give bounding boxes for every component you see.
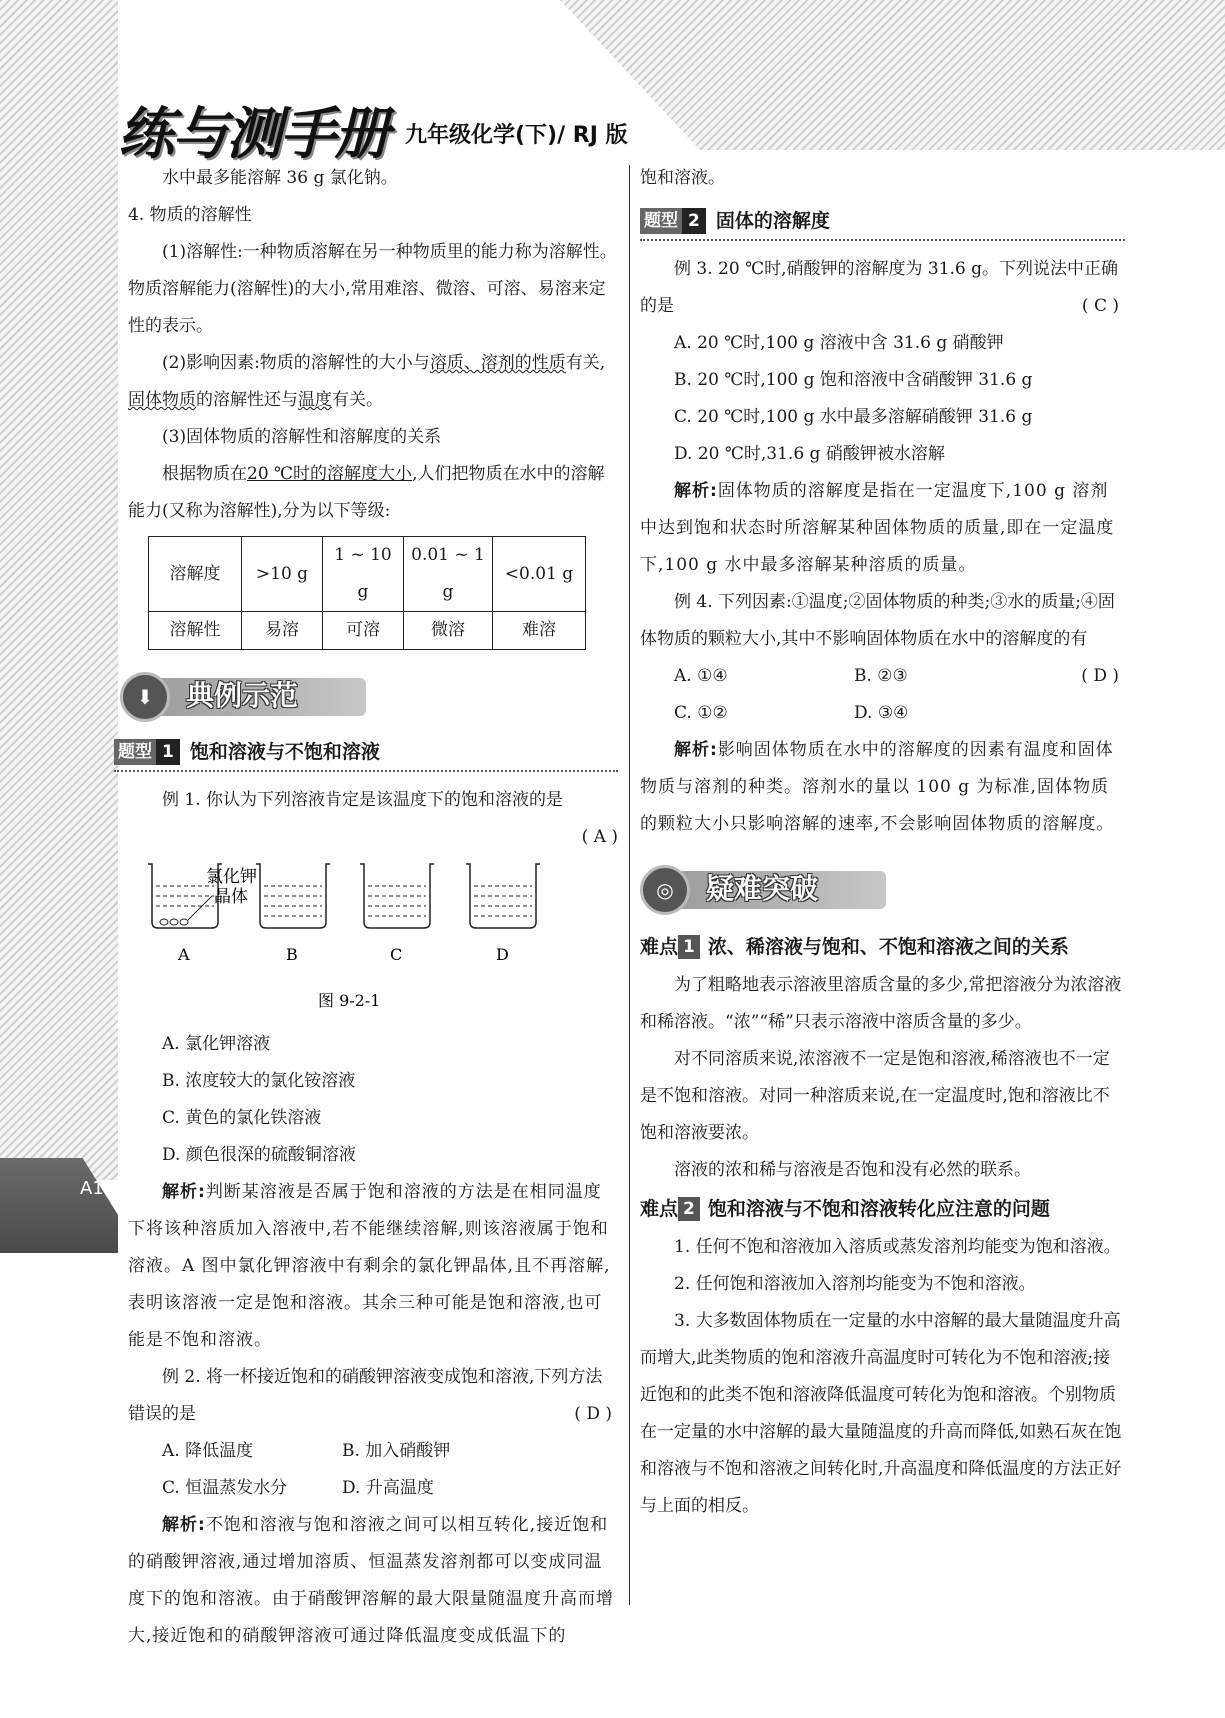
beaker-label: A: [178, 945, 190, 964]
option: C. 黄色的氯化铁溶液: [162, 1108, 322, 1128]
example-stem: 例 1. 你认为下列溶液肯定是该温度下的饱和溶液的是: [162, 790, 564, 810]
figure-caption: 图 9-2-1: [318, 991, 381, 1010]
beaker-label: B: [286, 945, 298, 964]
table-cell: 1 ~ 10 g: [323, 537, 404, 612]
header-decoration: [560, 0, 1225, 150]
table-cell: 溶解度: [149, 537, 242, 612]
paragraph: (3)固体物质的溶解性和溶解度的关系: [162, 427, 442, 447]
figure-label: 氯化钾: [206, 867, 257, 887]
options-row: [640, 658, 1047, 695]
page-number: A14: [80, 1178, 116, 1199]
option: B. ②③: [854, 666, 908, 686]
paragraph: 对不同溶质来说,浓溶液不一定是饱和溶液,稀溶液也不一定是不饱和溶液。对同一种溶质来说,在一定温度时,饱和溶液比不饱和溶液要浓。: [640, 1049, 1110, 1143]
solubility-table: [148, 536, 586, 650]
example-stem: 例 4. 下列因素:①温度;②固体物质的种类;③水的质量;④固体物质的颗粒大小,其中不影响固体物质在水中的溶解度的有 ( D ): [640, 592, 1119, 686]
difficulty-header: 难点 2 饱和溶液与不饱和溶液转化应注意的问题: [640, 1197, 1050, 1220]
explanation: 解析:固体物质的溶解度是指在一定温度下,100 g 溶剂中达到饱和状态时所溶解某种固体物质的质量,即在一定温度下,100 g 水中最多溶解某种溶质的质量。: [640, 481, 1115, 575]
side-decoration: [0, 0, 118, 1180]
left-column: [118, 160, 618, 1655]
download-icon: ⬇: [120, 672, 170, 722]
table-cell: 0.01 ~ 1 g: [404, 537, 493, 612]
beaker-label: D: [496, 945, 509, 964]
option: A. 氯化钾溶液: [162, 1034, 271, 1054]
explanation: 解析:不饱和溶液与饱和溶液之间可以相互转化,接近饱和的硝酸钾溶液,通过增加溶质、恒温蒸发溶剂都可以变成同温度下的饱和溶液。由于硝酸钾溶解的最大限量随温度升高而增大,接近饱和的硝酸钾溶液可通过降低温度变成低温下的: [128, 1515, 614, 1646]
option: D. 20 ℃时,31.6 g 硝酸钾被水溶解: [674, 444, 945, 464]
right-column: [640, 160, 1125, 1525]
paragraph: 水中最多能溶解 36 g 氯化钠。: [162, 168, 398, 188]
table-cell: 可溶: [323, 612, 404, 650]
table-cell: 易溶: [242, 612, 323, 650]
section-heading: 4. 物质的溶解性: [128, 205, 252, 225]
paragraph: (1)溶解性:一种物质溶解在另一种物质里的能力称为溶解性。物质溶解能力(溶解性)的大小,常用难溶、微溶、可溶、易溶来定性的表示。: [128, 242, 617, 336]
brand-logo: 练与测手册: [118, 102, 388, 167]
question-type-header: 题型 2 固体的溶解度: [640, 203, 1125, 241]
option: A. 降低温度: [162, 1441, 254, 1461]
paragraph: (2)影响因素:物质的溶解性的大小与溶质、溶剂的性质有关,固体物质的溶解性还与温度有关。: [128, 353, 606, 410]
option: D. 颜色很深的硫酸铜溶液: [162, 1145, 356, 1165]
table-cell: 微溶: [404, 612, 493, 650]
beaker-diagram: [128, 856, 618, 1026]
figure-label: 晶体: [214, 887, 248, 907]
table-cell: 溶解性: [149, 612, 242, 650]
example-stem: 例 3. 20 ℃时,硝酸钾的溶解度为 31.6 g。下列说法中正确的是 ( C ): [640, 259, 1119, 316]
options-row: [128, 1470, 618, 1507]
table-cell: >10 g: [242, 537, 323, 612]
paragraph: 1. 任何不饱和溶液加入溶质或蒸发溶剂均能变为饱和溶液。: [674, 1237, 1121, 1257]
answer: ( A ): [581, 827, 618, 847]
beaker-label: C: [390, 945, 403, 964]
explanation: 解析:判断某溶液是否属于饱和溶液的方法是在相同温度下将该种溶质加入溶液中,若不能继续溶解,则该溶液属于饱和溶液。A 图中氯化钾溶液中有剩余的氯化钾晶体,且不再溶解,表明该溶液一定是饱和溶液。其余三种可能是饱和溶液,也可能是不饱和溶液。: [128, 1182, 611, 1350]
table-cell: <0.01 g: [493, 537, 586, 612]
option: C. ①②: [674, 703, 728, 723]
section-banner: ⬇ 典例示范: [120, 672, 618, 720]
option: A. 20 ℃时,100 g 溶液中含 31.6 g 硝酸钾: [674, 333, 1004, 353]
table-row: [149, 537, 586, 612]
paragraph: 溶液的浓和稀与溶液是否饱和没有必然的联系。: [674, 1160, 1031, 1180]
option: A. ①④: [674, 666, 728, 686]
options-row: [640, 695, 1125, 732]
paragraph: 饱和溶液。: [640, 168, 725, 188]
difficulty-header: 难点 1 浓、稀溶液与饱和、不饱和溶液之间的关系: [640, 935, 1069, 958]
paragraph: 3. 大多数固体物质在一定量的水中溶解的最大量随温度升高而增大,此类物质的饱和溶液升高温度时可转化为不饱和溶液;接近饱和的此类不饱和溶液降低温度可转化为饱和溶液。个别物质在一定量的水中溶解的最大量随温度的升高而降低,如熟石灰在饱和溶液与不饱和溶液之间转化时,升高温度和降低温度的方法正好与上面的相反。: [640, 1311, 1122, 1516]
table-row: [149, 612, 586, 650]
option: B. 浓度较大的氯化铵溶液: [162, 1071, 356, 1091]
option: B. 20 ℃时,100 g 饱和溶液中含硝酸钾 31.6 g: [674, 370, 1033, 390]
target-icon: ◎: [640, 865, 690, 915]
options-row: [128, 1433, 618, 1470]
option: D. 升高温度: [342, 1478, 434, 1498]
paragraph: 为了粗略地表示溶液里溶质含量的多少,常把溶液分为浓溶液和稀溶液。“浓”“稀”只表示溶液中溶质含量的多少。: [640, 975, 1122, 1032]
option: C. 20 ℃时,100 g 水中最多溶解硝酸钾 31.6 g: [674, 407, 1033, 427]
paragraph: 2. 任何饱和溶液加入溶剂均能变为不饱和溶液。: [674, 1274, 1036, 1294]
section-banner: ◎ 疑难突破: [640, 865, 1125, 913]
paragraph: 根据物质在20 ℃时的溶解度大小,人们把物质在水中的溶解能力(又称为溶解性),分为以下等级:: [128, 464, 605, 521]
table-cell: 难溶: [493, 612, 586, 650]
example-stem: 例 2. 将一杯接近饱和的硝酸钾溶液变成饱和溶液,下列方法错误的是 ( D ): [128, 1367, 612, 1424]
explanation: 解析:影响固体物质在水中的溶解度的因素有温度和固体物质与溶剂的种类。溶剂水的量以 100 g 为标准,固体物质的颗粒大小只影响溶解的速率,不会影响固体物质的溶解度。: [640, 740, 1115, 834]
column-divider: [629, 165, 630, 1605]
option: C. 恒温蒸发水分: [162, 1478, 288, 1498]
option: D. ③④: [854, 703, 909, 723]
book-subtitle: 九年级化学(下)/ RJ 版: [405, 123, 628, 148]
question-type-header: 题型 1 饱和溶液与不饱和溶液: [114, 734, 618, 772]
beaker-figure: [128, 856, 618, 1026]
option: B. 加入硝酸钾: [342, 1441, 451, 1461]
